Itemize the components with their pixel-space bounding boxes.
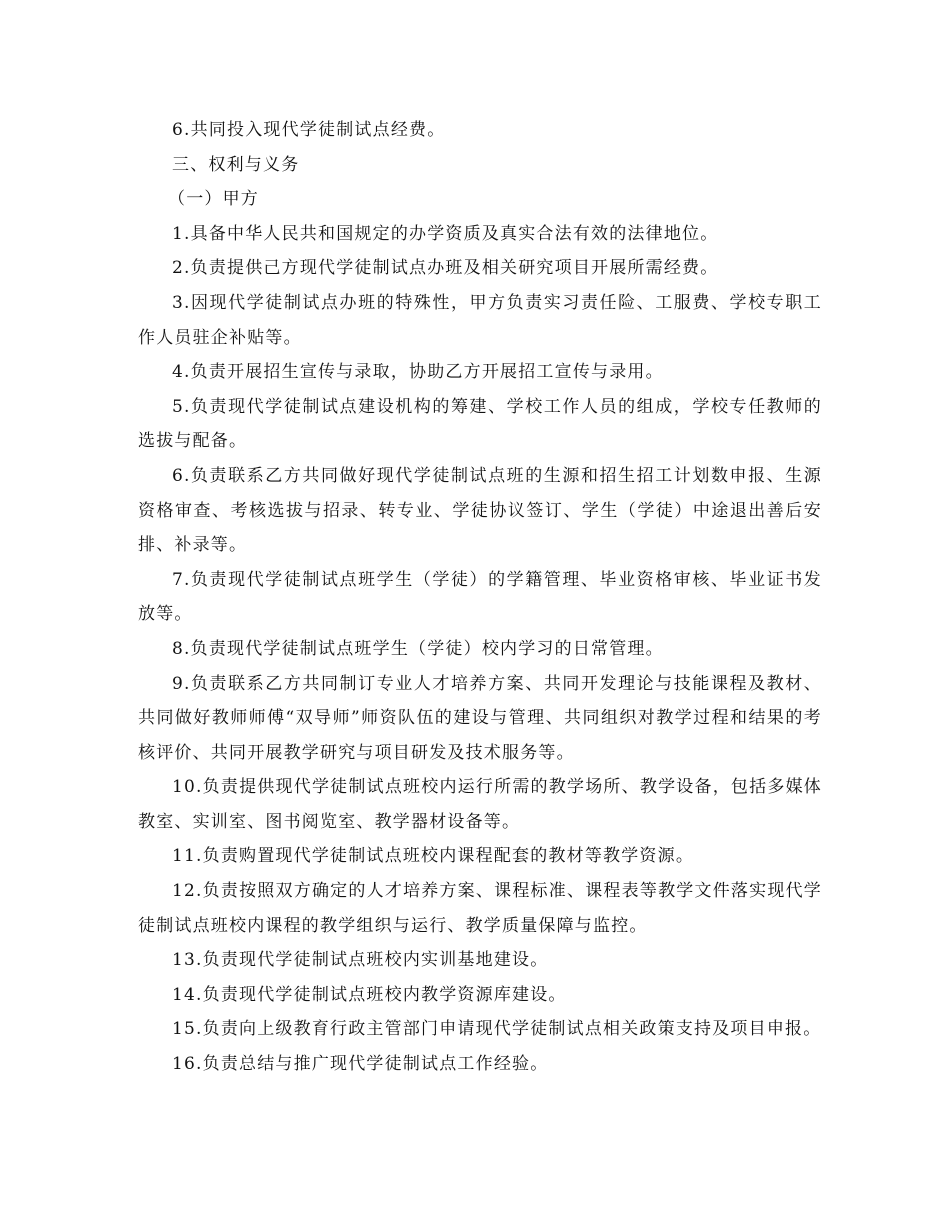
paragraph-item-6-funding: 6.共同投入现代学徒制试点经费。 [172,120,446,140]
paragraph-item-1: 1.具备中华人民共和国规定的办学资质及真实合法有效的法律地位。 [172,223,719,244]
paragraph-item-16: 16.负责总结与推广现代学徒制试点工作经验。 [172,1054,549,1075]
paragraph-item-11: 11.负责购置现代学徒制试点班校内课程配套的教材等教学资源。 [172,846,695,867]
paragraph-item-9: 9.负责联系乙方共同制订专业人才培养方案、共同开发理论与技能课程及教材、共同做好教师师傅“双导师”师资队伍的建设与管理、共同组织对教学过程和结果的考核评价、共同开展教学研究与项目研发及技术服务等。 [138,673,822,763]
paragraph-item-13: 13.负责现代学徒制试点班校内实训基地建设。 [172,950,549,971]
section-heading-rights-obligations: 三、权利与义务 [172,154,300,175]
subsection-heading-party-a: （一）甲方 [168,189,259,210]
paragraph-item-3: 3.因现代学徒制试点办班的特殊性，甲方负责实习责任险、工服费、学校专职工作人员驻企补贴等。 [138,292,822,348]
document-body [138,113,822,1082]
paragraph-item-4: 4.负责开展招生宣传与录取，协助乙方开展招工宣传与录用。 [172,362,664,383]
paragraph-item-6: 6.负责联系乙方共同做好现代学徒制试点班的生源和招生招工计划数申报、生源资格审查、考核选拔与招录、转专业、学徒协议签订、学生（学徒）中途退出善后安排、补录等。 [138,465,822,556]
paragraph-item-7: 7.负责现代学徒制试点班学生（学徒）的学籍管理、毕业资格审核、毕业证书发放等。 [138,569,822,625]
paragraph-item-2: 2.负责提供己方现代学徒制试点办班及相关研究项目开展所需经费。 [172,258,719,279]
paragraph-item-8: 8.负责现代学徒制试点班学生（学徒）校内学习的日常管理。 [172,638,664,659]
paragraph-item-10: 10.负责提供现代学徒制试点班校内运行所需的教学场所、教学设备，包括多媒体教室、实训室、图书阅览室、教学器材设备等。 [138,777,822,832]
paragraph-item-15: 15.负责向上级教育行政主管部门申请现代学徒制试点相关政策支持及项目申报。 [172,1019,822,1040]
paragraph-item-14: 14.负责现代学徒制试点班校内教学资源库建设。 [172,984,567,1005]
paragraph-item-12: 12.负责按照双方确定的人才培养方案、课程标准、课程表等教学文件落实现代学徒制试点班校内课程的教学组织与运行、教学质量保障与监控。 [138,881,822,936]
paragraph-item-5: 5.负责现代学徒制试点建设机构的筹建、学校工作人员的组成，学校专任教师的选拔与配备。 [138,396,822,452]
